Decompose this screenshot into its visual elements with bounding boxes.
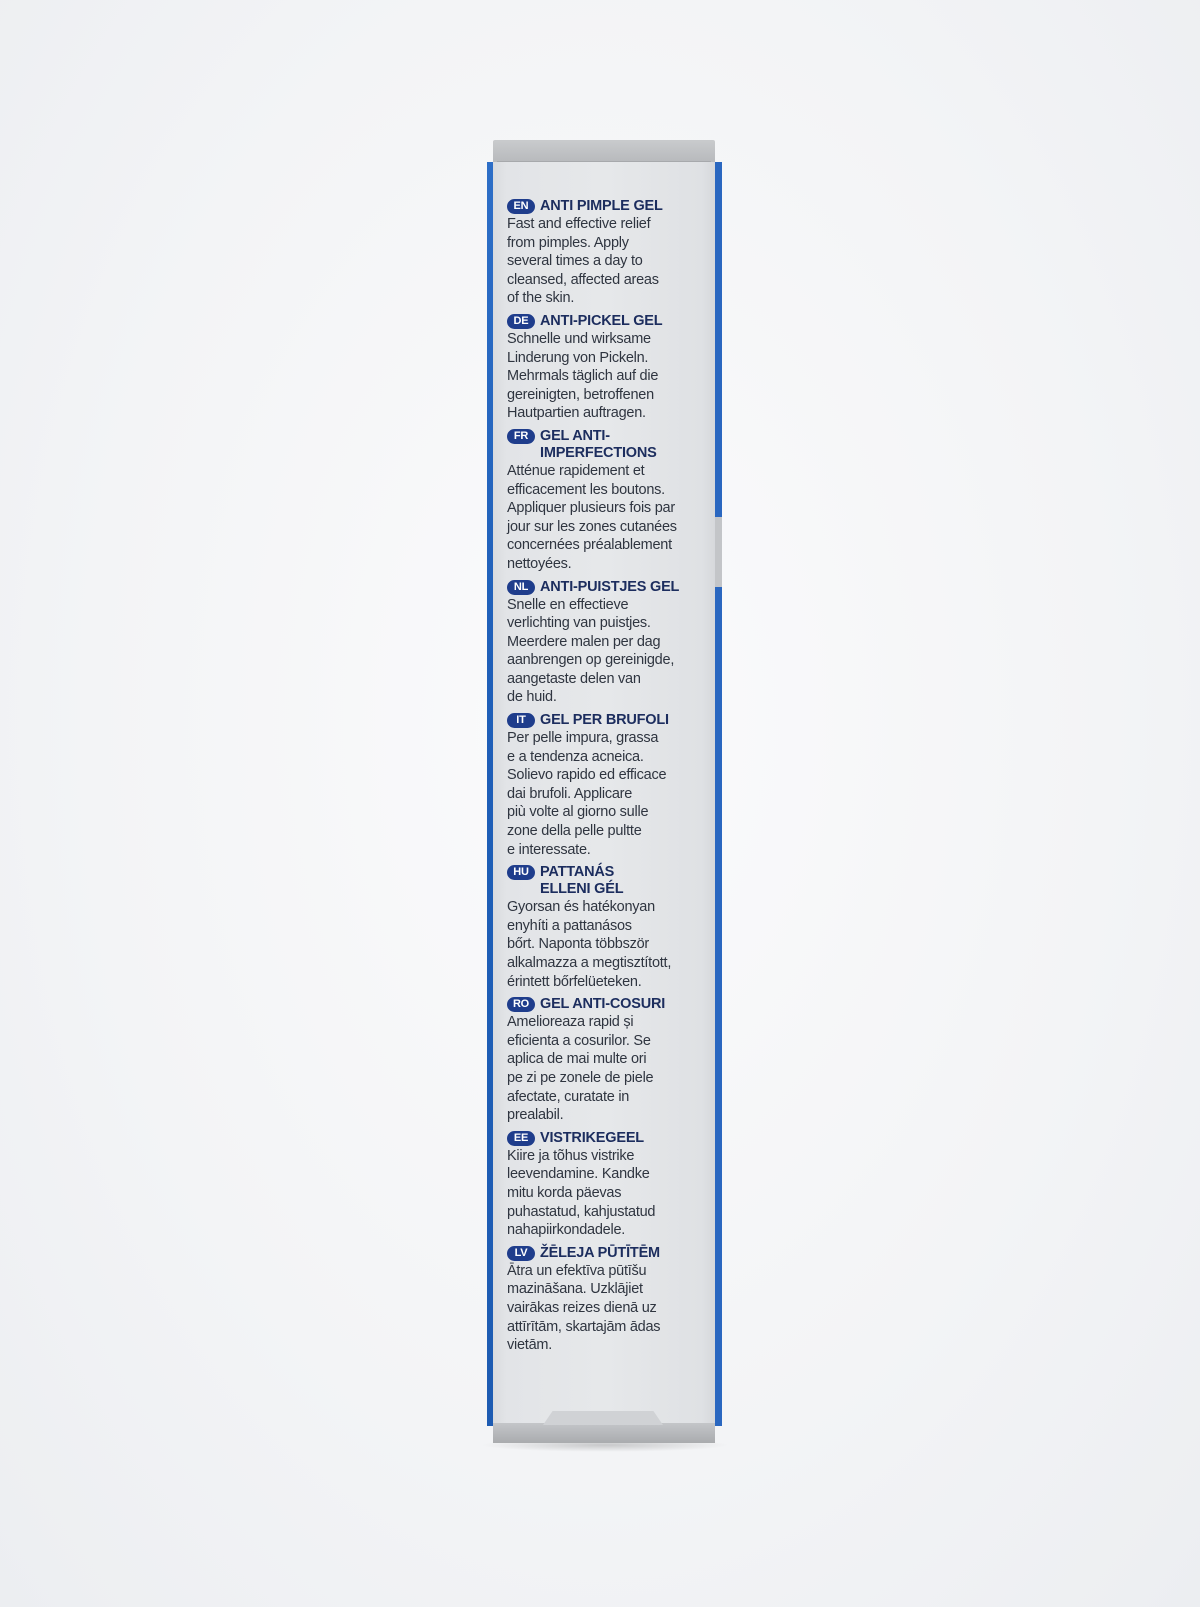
box-bottom-flap <box>493 1423 715 1443</box>
section-body: Amelioreaza rapid și eficienta a cosurilor. Se aplica de mai multe ori pe zi pe zonele de piele afectate, curatate in prealabil. <box>507 1014 654 1124</box>
section-body: Snelle en effectieve verlichting van puistjes. Meerdere malen per dag aanbrengen op gereinigde, aangetaste delen van de huid. <box>507 596 675 706</box>
section-nl <box>507 579 707 708</box>
heading-text: GEL ANTI- IMPERFECTIONS <box>540 427 657 461</box>
section-body: Gyorsan és hatékonyan enyhíti a pattanásos bőrt. Naponta többször alkalmazza a megtisztított, érintett bőrfelüeteken. <box>507 899 672 990</box>
section-body: Per pelle impura, grassa e a tendenza acneica. Solievo rapido ed efficace dai brufoli. Applicare più volte al giorno sulle zone della pelle pultte e interessate. <box>507 730 667 858</box>
language-badge-it: IT <box>507 713 535 728</box>
box-right-edge-blue-top <box>714 162 722 517</box>
box-right-edge-grey <box>714 517 722 587</box>
section-heading <box>507 1130 707 1147</box>
section-body: Kiire ja tõhus vistrike leevendamine. Kandke mitu korda päevas puhastatud, kahjustatud nahapiirkondadele. <box>507 1147 656 1239</box>
section-de <box>507 313 707 423</box>
section-body: Atténue rapidement et efficacement les boutons. Appliquer plusieurs fois par jour sur les zones cutanées concernées préalablement nettoyées. <box>507 462 677 572</box>
section-heading <box>507 864 707 898</box>
heading-text: ANTI-PICKEL GEL <box>540 312 663 329</box>
language-badge-en: EN <box>507 199 535 214</box>
multilingual-description <box>507 198 707 1360</box>
section-heading <box>507 198 707 215</box>
section-heading <box>507 579 707 596</box>
heading-text: ANTI-PUISTJES GEL <box>540 578 680 595</box>
language-badge-fr: FR <box>507 429 535 444</box>
section-ee <box>507 1130 707 1240</box>
heading-text: GEL PER BRUFOLI <box>540 712 669 729</box>
section-lv <box>507 1245 707 1355</box>
section-heading <box>507 1245 707 1262</box>
heading-text: VISTRIKEGEEL <box>540 1129 644 1146</box>
box-side-panel <box>493 162 715 1426</box>
section-ro <box>507 996 707 1125</box>
section-it <box>507 712 707 859</box>
section-body: Schnelle und wirksame Linderung von Pickeln. Mehrmals täglich auf die gereinigten, betroffenen Hautpartien auftragen. <box>507 330 659 422</box>
section-fr <box>507 428 707 574</box>
section-heading <box>507 996 707 1013</box>
section-hu <box>507 864 707 991</box>
section-heading <box>507 313 707 330</box>
section-heading <box>507 712 707 729</box>
heading-text: ŽĒLEJA PŪTĪTĒM <box>540 1244 660 1261</box>
heading-text: PATTANÁS ELLENI GÉL <box>540 864 624 898</box>
language-badge-ro: RO <box>507 997 535 1012</box>
box-right-edge-blue-bottom <box>714 587 722 1426</box>
section-body: Ātra un efektīva pūtīšu mazināšana. Uzklājiet vairākas reizes dienā uz attīrītām, skartajām ādas vietām. <box>507 1262 661 1354</box>
language-badge-lv: LV <box>507 1246 535 1261</box>
language-badge-nl: NL <box>507 580 535 595</box>
heading-text: ANTI PIMPLE GEL <box>540 198 663 214</box>
box-top-flap <box>493 140 715 164</box>
section-en <box>507 198 707 308</box>
product-box-side-panel <box>493 140 715 1440</box>
language-badge-de: DE <box>507 314 535 329</box>
section-body: Fast and effective relief from pimples. Apply several times a day to cleansed, affected areas of the skin. <box>507 216 659 307</box>
language-badge-ee: EE <box>507 1131 535 1146</box>
section-heading <box>507 428 707 462</box>
heading-text: GEL ANTI-COSURI <box>540 996 666 1013</box>
language-badge-hu: HU <box>507 865 535 880</box>
